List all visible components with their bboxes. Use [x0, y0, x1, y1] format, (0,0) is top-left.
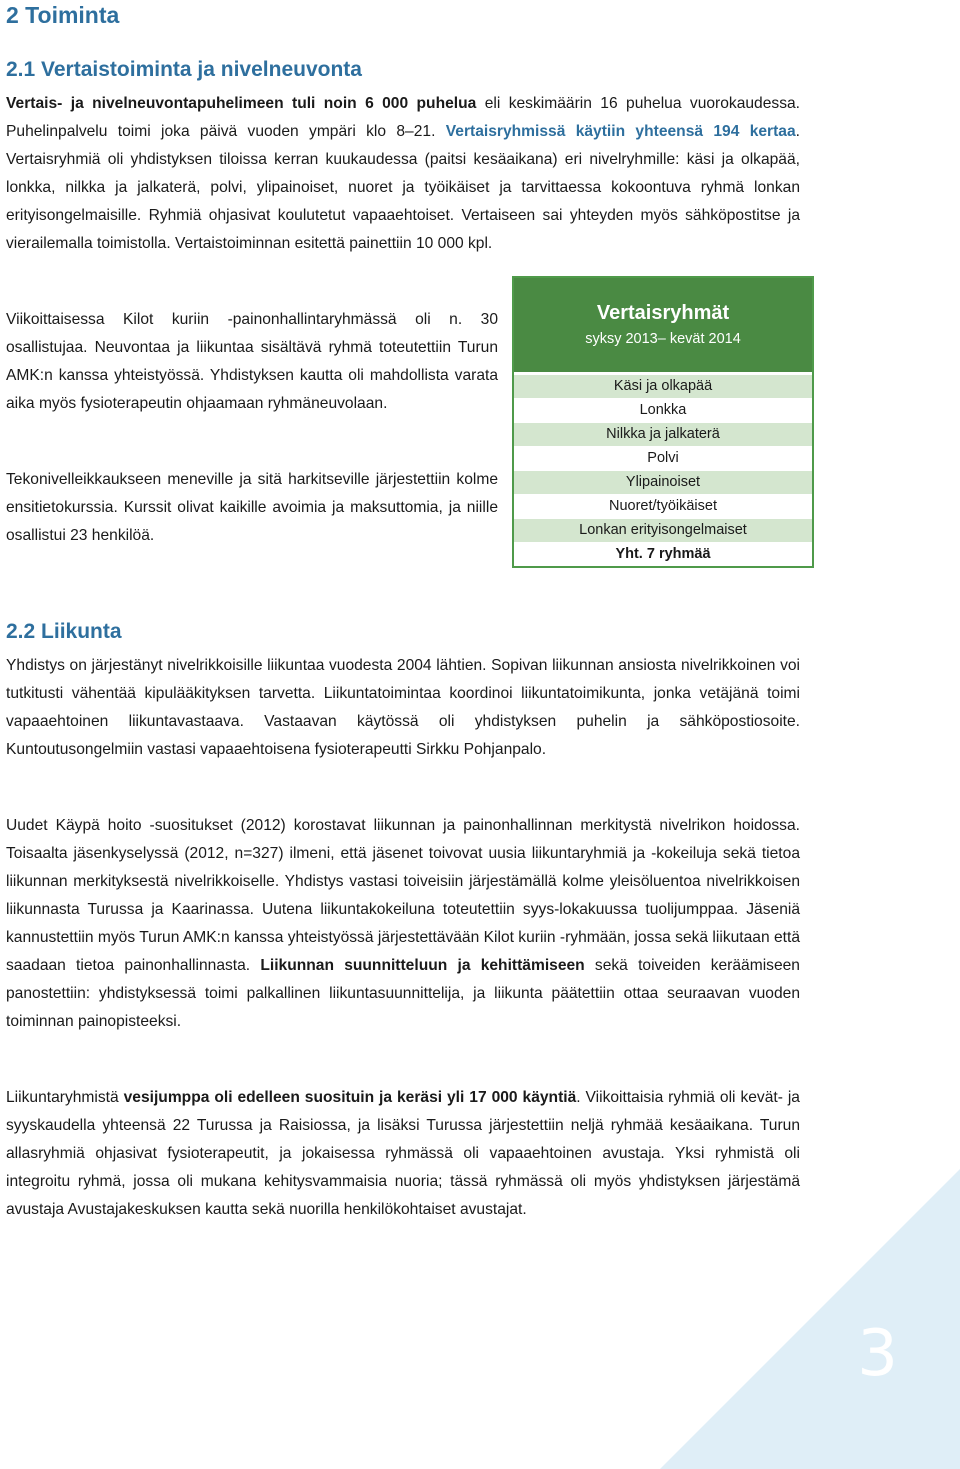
bold-group-visits: Vertaisryhmissä käytiin yhteensä 194 kertaa [445, 123, 796, 140]
paragraph-weight-group: Viikoittaisessa Kilot kuriin -painonhallintaryhmässä oli n. 30 osallistujaa. Neuvontaa ja liikuntaa sisältävä ryhmä toteutettiin Turun AMK:n kanssa yhteistyössä. Yhdistyksen kautta oli mahdollista varata aika myös fysioterapeutin ohjaamaan ryhmäneuvolaan. [6, 311, 498, 412]
text-span: . Viikoittaisia ryhmiä oli kevät- ja syyskaudella yhteensä 22 Turussa ja Raisiossa, ja lisäksi Turussa järjestettiin neljä ryhmää kesäaikana. Turun allasryhmiä ohjasivat fysioterapeutit, ja jokaisessa ryhmässä oli vapaaehtoinen avustaja. Yksi ryhmistä oli integroitu ryhmä, jossa oli mukana kehitysvammaisia nuoria; tässä ryhmässä oli myös yhdistyksen järjestämä avustaja Avustajakeskuksen kautta sekä nuorilla henkilökohtaiset avustajat. [6, 1089, 800, 1218]
paragraph-info-courses: Tekonivelleikkaukseen meneville ja sitä harkitseville järjestettiin kolme ensitietokurssia. Kurssit olivat kaikille avoimia ja maksuttomia, ja niille osallistui 23 henkilöä. [6, 471, 498, 544]
text-span: Liikuntaryhmistä [6, 1089, 124, 1106]
text-span: . Vertaisryhmiä oli yhdistyksen tiloissa kerran kuukaudessa (paitsi kesäaikana) eri nivelryhmille: käsi ja olkapää, lonkka, nilkka ja jalkaterä, polvi, ylipainoiset, nuoret ja työikäiset ja tarvittaessa kokoontuva ryhmä lonkan erityisongelmaisille. Ryhmiä ohjasivat koulutetut vapaaehtoiset. Vertaiseen sai yhteyden myös sähköpostitse ja vierailemalla toimistolla. Vertaistoiminnan esitettä painettiin 10 000 kpl. [6, 123, 800, 252]
text-span: Uudet Käypä hoito -suositukset (2012) korostavat liikunnan ja painonhallinnan merkitystä nivelrikon hoidossa. Toisaalta jäsenkyselyssä (2012, n=327) ilmeni, että jäsenet toivovat uusia liikuntaryhmiä ja -kokeiluja sekä tietoa liikunnan merkityksestä nivelrikkoiselle. Yhdistys vastasi toiveisiin järjestämällä kolme yleisöluentoa nivelrikkoisen liikunnasta Turussa ja Kaarinassa. Uutena liikuntakokeiluna toteutettiin syys-lokakuussa tuolijumppaa. Jäseniä kannustettiin myös Turun AMK:n kanssa yhteistyössä järjestettävään Kilot kuriin -ryhmään, jossa sekä liikutaan että saadaan tietoa painonhallinnasta. [6, 817, 800, 974]
bold-water-exercise: vesijumppa oli edelleen suosituin ja keräsi yli 17 000 käyntiä [123, 1089, 577, 1106]
text-span: eli keskimäärin 16 puhelua vuorokaudessa. Puhelinpalvelu toimi joka päivä vuoden ympäri klo 8–21. [6, 95, 800, 140]
peer-groups-title: Vertaisryhmät [596, 302, 730, 324]
text-span: sekä toiveiden keräämiseen panostettiin: yhdistyksessä toimi palkallinen liikuntasuunnittelija, ja liikunta päätettiin ottaa seuraavan vuoden toiminnan painopisteeksi. [6, 957, 800, 1030]
subsection-title-2-1: 2.1 Vertaistoiminta ja nivelneuvonta [6, 58, 362, 81]
peer-groups-table [512, 276, 814, 568]
peer-group-row: Nilkka ja jalkaterä [514, 422, 812, 446]
section-title: 2 Toiminta [6, 2, 120, 28]
page-number: 3 [857, 1317, 898, 1391]
peer-group-row: Nuoret/työikäiset [514, 494, 812, 518]
peer-groups-header [514, 278, 812, 374]
peer-group-row: Käsi ja olkapää [514, 374, 812, 398]
subsection-title-2-2: 2.2 Liikunta [6, 620, 122, 643]
peer-group-row: Lonkka [514, 398, 812, 422]
paragraph-peer-activity [6, 90, 800, 258]
bold-phone-calls: Vertais- ja nivelneuvontapuhelimeen tuli noin 6 000 puhelua [6, 95, 477, 112]
peer-group-row: Lonkan erityisongelmaiset [514, 518, 812, 542]
peer-group-row: Polvi [514, 446, 812, 470]
peer-group-row: Ylipainoiset [514, 470, 812, 494]
paragraph-exercise-guidelines [6, 812, 800, 1036]
peer-groups-subtitle: syksy 2013– kevät 2014 [585, 331, 741, 347]
page-corner-decoration [660, 1169, 960, 1469]
peer-groups-total: Yht. 7 ryhmää [514, 542, 812, 566]
paragraph-exercise-intro: Yhdistys on järjestänyt nivelrikkoisille liikuntaa vuodesta 2004 lähtien. Sopivan liikunnan ansiosta nivelrikkoinen voi tutkitusti vähentää kipulääkityksen tarvetta. Liikuntatoimintaa koordinoi liikuntatoimikunta, jonka vetäjänä toimi vapaaehtoinen liikuntavastaava. Vastaavan käytössä oli yhdistyksen puhelin ja sähköpostiosoite. Kuntoutusongelmiin vastasi vapaaehtoisena fysioterapeutti Sirkku Pohjanpalo. [6, 657, 800, 758]
bold-planning: Liikunnan suunnitteluun ja kehittämiseen [260, 957, 585, 974]
